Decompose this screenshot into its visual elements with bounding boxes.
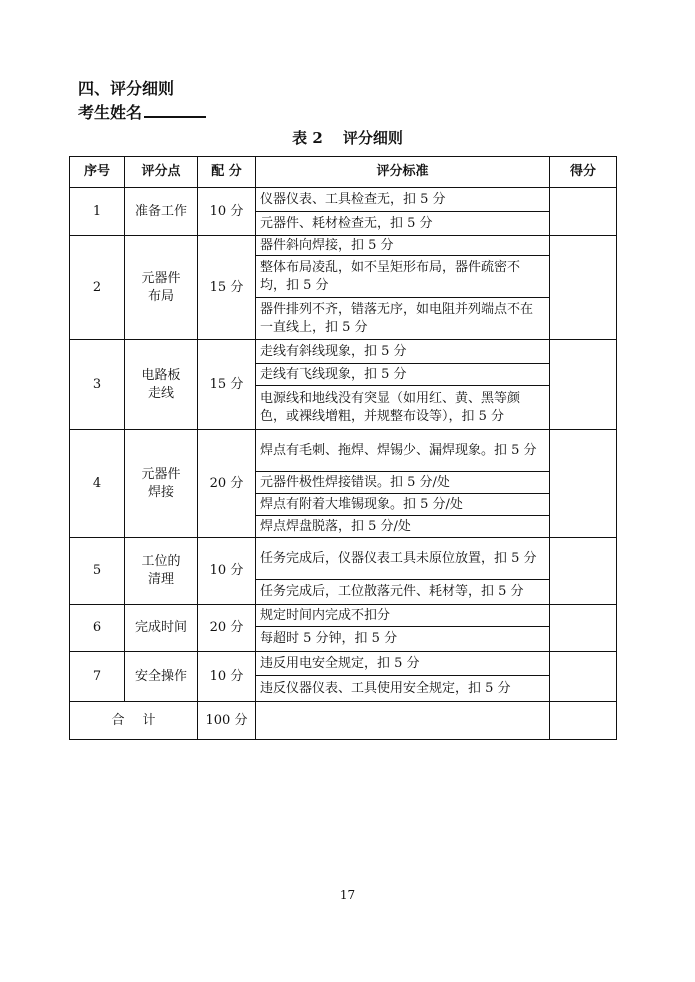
- total-criteria-cell: [256, 702, 550, 740]
- criterion: 元器件、耗材检查无，扣 5 分: [256, 212, 550, 236]
- table-row: [70, 605, 617, 627]
- candidate-name-label: 考生姓名: [78, 103, 143, 122]
- score-cell[interactable]: [550, 538, 617, 605]
- page-number: 17: [339, 888, 356, 902]
- table-row: [70, 340, 617, 364]
- section-title: 四、评分细则: [78, 79, 175, 98]
- row-no: 6: [70, 605, 125, 652]
- criterion: 走线有飞线现象，扣 5 分: [256, 364, 550, 386]
- row-score: 20 分: [198, 605, 256, 652]
- row-no: 2: [70, 236, 125, 340]
- scoring-table: [69, 156, 617, 740]
- row-point: 元器件 焊接: [125, 430, 198, 538]
- row-point: 元器件 布局: [125, 236, 198, 340]
- score-cell[interactable]: [550, 605, 617, 652]
- total-row: [70, 702, 617, 740]
- row-score: 10 分: [198, 652, 256, 702]
- table-row: [70, 538, 617, 580]
- row-score: 10 分: [198, 188, 256, 236]
- row-score: 15 分: [198, 236, 256, 340]
- row-point: 完成时间: [125, 605, 198, 652]
- criterion: 焊点有毛刺、拖焊、焊锡少、漏焊现象。扣 5 分: [256, 430, 550, 472]
- header-got: 得分: [550, 157, 617, 188]
- total-score: 100 分: [198, 702, 256, 740]
- criterion: 器件排列不齐，错落无序，如电阻并列端点不在一直线上，扣 5 分: [256, 298, 550, 340]
- table-row: [70, 188, 617, 212]
- criterion: 规定时间内完成不扣分: [256, 605, 550, 627]
- row-no: 7: [70, 652, 125, 702]
- criterion: 每超时 5 分钟，扣 5 分: [256, 627, 550, 652]
- score-cell[interactable]: [550, 430, 617, 538]
- row-point: 工位的 清理: [125, 538, 198, 605]
- row-no: 5: [70, 538, 125, 605]
- header-criteria: 评分标准: [256, 157, 550, 188]
- criterion: 元器件极性焊接错误。扣 5 分/处: [256, 472, 550, 494]
- header-no: 序号: [70, 157, 125, 188]
- row-no: 4: [70, 430, 125, 538]
- criterion: 走线有斜线现象，扣 5 分: [256, 340, 550, 364]
- total-label: 合 计: [70, 702, 198, 740]
- criterion: 电源线和地线没有突显（如用红、黄、黑等颜色，或裸线增粗，并规整布设等），扣 5 分: [256, 386, 550, 430]
- candidate-name-blank[interactable]: [144, 116, 206, 118]
- candidate-name-field: [78, 102, 206, 124]
- table-title: [0, 127, 695, 149]
- score-cell[interactable]: [550, 188, 617, 236]
- row-no: 3: [70, 340, 125, 430]
- table-row: [70, 430, 617, 472]
- total-got-cell[interactable]: [550, 702, 617, 740]
- table-row: [70, 652, 617, 676]
- table-number: 表 2: [292, 129, 323, 147]
- row-point: 安全操作: [125, 652, 198, 702]
- score-cell[interactable]: [550, 340, 617, 430]
- table-header-row: [70, 157, 617, 188]
- header-score: 配 分: [198, 157, 256, 188]
- criterion: 违反仪器仪表、工具使用安全规定，扣 5 分: [256, 676, 550, 702]
- criterion: 违反用电安全规定，扣 5 分: [256, 652, 550, 676]
- criterion: 焊点焊盘脱落，扣 5 分/处: [256, 516, 550, 538]
- row-score: 15 分: [198, 340, 256, 430]
- row-point: 准备工作: [125, 188, 198, 236]
- table-name: 评分细则: [342, 129, 403, 147]
- criterion: 任务完成后，仪器仪表工具未原位放置，扣 5 分: [256, 538, 550, 580]
- criterion: 焊点有附着大堆锡现象。扣 5 分/处: [256, 494, 550, 516]
- criterion: 整体布局凌乱，如不呈矩形布局，器件疏密不均，扣 5 分: [256, 256, 550, 298]
- criterion: 仪器仪表、工具检查无，扣 5 分: [256, 188, 550, 212]
- table-row: [70, 236, 617, 256]
- criterion: 器件斜向焊接，扣 5 分: [256, 236, 550, 256]
- score-cell[interactable]: [550, 236, 617, 340]
- criterion: 任务完成后，工位散落元件、耗材等，扣 5 分: [256, 580, 550, 605]
- row-no: 1: [70, 188, 125, 236]
- row-score: 20 分: [198, 430, 256, 538]
- row-score: 10 分: [198, 538, 256, 605]
- score-cell[interactable]: [550, 652, 617, 702]
- header-point: 评分点: [125, 157, 198, 188]
- row-point: 电路板 走线: [125, 340, 198, 430]
